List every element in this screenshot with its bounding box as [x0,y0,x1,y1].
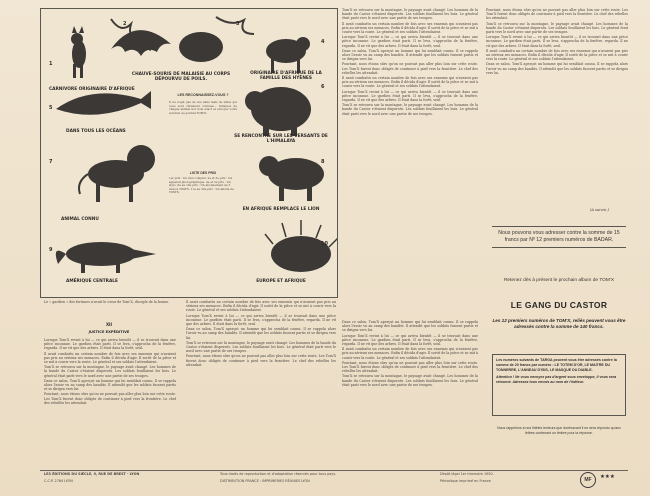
footer-rights: Tous droits de reproduction et d'adaptation réservés pour tous pays. [220,472,337,476]
footer-publisher: LES ÉDITIONS DU SIÈCLE, 9, RUE DE BREST - LYON [44,472,140,476]
animal-number: 6 [321,84,325,90]
coupon-box [492,354,626,416]
story-paragraph: Tom'X se retrouva sur la montagne, le paysage avait changé. Les hommes de la bande du Castor s'étaient dispersés. Les soldats fouillaient les bois. Le général était parti vers le nord avec une partie de ses troupes. [486,21,628,35]
story-paragraph: Il avait combattu un certain nombre de fois avec ses ennemis qui n'avaient pas pris au sérieux ses menaces. Enfin il décida d'agir. Il sortit de la pièce et se mit à courir vers la route. Le général et ses soldats l'attendaient. [44,351,176,365]
gang-castor-text: Les 12 premiers numéros de TOM'X, reliés peuvent vous être adressés contre la somme de 140 francs. [492,318,626,329]
label-himalaya: SE RENCONTRE SUR LES VERSANTS DE L'HIMALAYA [234,134,328,144]
prize-list-title: LISTE DES PRIX [189,171,217,175]
story-paragraph: Pourtant, nous étions sûrs qu'on ne pouvait pas aller plus loin sur cette route. Les Tom'X furent donc obligés de continuer à pied vers la frontière. Le chef des rebelles les attendait. [44,392,176,405]
story-paragraph: Il avait combattu un certain nombre de fois avec ses ennemis qui n'avaient pas pris au sérieux ses menaces. Enfin il décida d'agir. Il sortit de la pièce et se mit à courir vers la route. Le général et ses soldats l'attendaient. [342,347,478,360]
to-be-continued: (A suivre.) [590,208,609,212]
bat-icon [111,30,171,56]
story-paragraph: Tom'X se retrouva sur la montagne, le paysage avait changé. Les hommes de la bande du Castor s'étaient dispersés. Les soldats fouillaient les bois. Le général était parti vers le nord avec une partie de ses troupes. [44,365,176,378]
label-carnivore: CARNIVORE ORIGINAIRE D'AFRIQUE [49,87,135,92]
story-column-2 [186,300,336,468]
story-paragraph: Lorsque Tom'X revint à lui — ce qui arriva bientôt — il se trouvait dans une pièce inconnue. Le gardien était parti. Il se leva, s'approcha de la fenêtre, regarda. Il ne vit que des arbres. Il était dans la forêt, seul. [342,333,478,347]
bear-icon [245,87,311,136]
story-paragraph: Il avait combattu un certain nombre de fois avec ses ennemis qui n'avaient pas pris au sérieux ses menaces. Enfin il décida d'agir. Il sortit de la pièce et se mit à courir vers la route. Le général et ses soldats l'attendaient. [342,76,478,89]
story-paragraph: Pourtant, nous étions sûrs qu'on ne pouvait pas aller plus loin sur cette route. Les Tom'X furent donc obligés de continuer à pied vers la frontière. Le chef des rebelles les attendait. [342,62,478,75]
badar-notice [492,226,626,248]
label-europe: EUROPE ET AFRIQUE [256,279,306,284]
label-remplace: EN AFRIQUE REMPLACE LE LION [242,207,320,212]
story-paragraph: Pourtant, nous étions sûrs qu'on ne pouvait pas aller plus loin sur cette route. Les Tom'X furent donc obligés de continuer à pied vers la frontière. Le chef des rebelles les attendait. [342,360,478,374]
label-chauve-souris: CHAUVE-SOURIS DE MALAISIE AU CORPS DÉPOURVU DE POILS. [131,72,231,82]
story-paragraph: Il avait combattu un certain nombre de fois avec ses ennemis qui n'avaient pas pris au sérieux ses menaces. Enfin il décida d'agir. Il sortit de la pièce et se mit à courir vers la route. Le général et ses soldats l'attendaient. [342,21,478,35]
story-paragraph: Lorsque Tom'X revint à lui — ce qui arriva bientôt — il se trouvait dans une pièce inconnue. Le gardien était parti. Il se leva, s'approcha de la fenêtre, regarda. Il ne vit que des arbres. Il était dans la forêt, seul. [186,313,336,327]
coupon-text: Les numéros suivants de TARGA peuvent vous être adressés contre la somme de 20 francs par numéro : LE TOTEM D'OR, LE MAITRE DU TONNERRE, L'ANNEAU D'ISIS, LE MASQUE DU DIABLE. [496,358,617,372]
story-paragraph: Lorsque Tom'X revint à lui — ce qui arriva bientôt — il se trouvait dans une pièce inconnue. Le gardien était parti. Il se leva, s'approcha de la fenêtre, regarda. Il ne vit que des arbres. Il était dans la forêt, seul. [44,338,176,351]
story-paragraph: Dans ce salon, Tom'X aperçut un homme qui lui semblait connu. Il se rappela alors l'avoir vu au camp des bandits. Il attendit que les soldats fussent partis et se dirigea vers lui. [186,327,336,340]
story-paragraph: Tom'X se retrouva sur la montagne, le paysage avait changé. Les hommes de la bande du Castor s'étaient dispersés. Les soldats fouillaient les bois. Le général était parti vers le nord avec une partie de ses troupes. [342,103,478,116]
story-paragraph: Lorsque Tom'X revint à lui — ce qui arriva bientôt — il se trouvait dans une pièce inconnue. Le gardien était parti. Il se leva, s'approcha de la fenêtre, regarda. Il ne vit que des arbres. Il était dans la forêt, seul. [342,35,478,48]
story-paragraph: Dans ce salon, Tom'X aperçut un homme qui lui semblait connu. Il se rappela alors l'avoir vu au camp des bandits. Il attendit que les soldats fussent partis et se dirigea vers lui. [342,320,478,333]
hyena-icon [266,37,310,73]
label-hyenes: ORIGINAIRE D'AFRIQUE DE LA FAMILLE DES HYÈNES [250,71,322,81]
coupon-attention: Attention ! Ne vous envoyez pas d'argent sous enveloppe, il vous sera retourné. Adressez tous envois au nom de l'éditeur. [496,375,617,385]
footer-logo [580,472,596,488]
chapter-title: JUSTICE EXPÉDITIVE [88,330,130,334]
story-paragraph: Tom'X se retrouva sur la montagne, le paysage avait changé. Les hommes de la bande du Castor s'étaient dispersés. Les soldats fouillaient les bois. Le général était parti vers le nord avec une partie de ses troupes. [342,8,478,21]
story-paragraph: Lorsque Tom'X revint à lui — ce qui arriva bientôt — il se trouvait dans une pièce inconnue. Le gardien était parti. Il se leva, s'approcha de la fenêtre, regarda. Il ne vit que des arbres. Il était dans la forêt, seul. [486,35,628,48]
caracal-icon [71,26,86,78]
chapter-number: XII [105,322,113,327]
anteater-icon [56,242,156,273]
story-paragraph: Lorsque Tom'X revint à lui — ce qui arriva bientôt — il se trouvait dans une pièce inconnue. Le gardien était parti. Il se leva, s'approcha de la fenêtre, regarda. Il ne vit que des arbres. Il était dans la forêt, seul. [342,89,478,103]
story-paragraph: Pourtant, nous étions sûrs qu'on ne pouvait pas aller plus loin sur cette route. Les Tom'X furent donc obligés de continuer à pied vers la frontière. Le chef des rebelles les attendait. [486,8,628,21]
story-paragraph: Il avait combattu un certain nombre de fois avec ses ennemis qui n'avaient pas pris au sérieux ses menaces. Enfin il décida d'agir. Il sortit de la pièce et se mit à courir vers la route. Le général et ses soldats l'attendaient. [486,48,628,62]
animal-number: 7 [49,159,53,165]
label-animal-connu: ANIMAL CONNU [61,217,99,222]
animal-illustrations [41,9,337,297]
animal-quiz-box [40,8,338,298]
album-notice-text: Retenez dès à présent le prochain album de TOM'X [503,278,615,283]
animal-number: 1 [49,61,53,67]
whale-icon [56,91,151,115]
story-paragraph: Dans ce salon, Tom'X aperçut un homme qui lui semblait connu. Il se rappela alors l'avoir vu au camp des bandits. Il attendit que les soldats fussent partis et se dirigea vers lui. [486,62,628,75]
story-column-5 [486,8,628,196]
quiz-center-text: Il ne s'agit pas de nos amis mais de bêtes qui vous sont sûrement connues... Indiquez de chaque animal son nom exact et envoyez votre solution au journal TOM'X. [169,100,237,115]
quiz-caption: Le « gardien » des fortunes n'avait le cœur de Tom'X, disciple de la bonne. [44,300,170,304]
footer-ccp: C.C.P. 2764 LYON [44,479,73,483]
quiz-center-title: LES RECONNAISSEZ-VOUS ? [177,93,229,97]
story-column-3 [342,8,478,310]
story-column-4 [342,320,478,468]
footer-printed-in: Périodique imprimé en France [440,479,491,483]
badar-notice-text: Nous pouvons vous adresser contre la somme de 15 francs par Nº 12 premiers numéros de BADAR. [498,230,620,243]
footer-rule [40,470,628,471]
footer-printer: DISTRIBUTION FRANCE : IMPRIMERIES RÉUNIES LYON [220,479,310,483]
story-paragraph: Tom'X se retrouva sur la montagne, le paysage avait changé. Les hommes de la bande du Castor s'étaient dispersés. Les soldats fouillaient les bois. Le général était parti vers le nord avec une partie de ses troupes. [186,340,336,354]
animal-number: 4 [321,39,325,45]
footer-legal-deposit: Dépôt légal 1er trimestre 1950. [440,472,494,476]
story-paragraph: Dans ce salon, Tom'X aperçut un homme qui lui semblait connu. Il se rappela alors l'avoir vu au camp des bandits. Il attendit que les soldats fussent partis et se dirigea vers lui. [44,378,176,392]
lion-icon [79,145,155,202]
prize-list-text: 1er prix : Un étui complet. 2e et 3e prix : Un appareil photographique. 4e et 5e prix : Un stylo. 6e au 10e prix : Un abonnement de 3 mois à TOM'X. 11e au 30e prix : Un album de TOM'X. [169,176,234,195]
animal-number: 8 [321,159,325,165]
animal-number: 2 [123,21,127,27]
story-paragraph: Pourtant, nous étions sûrs qu'on ne pouvait pas aller plus loin sur cette route. Les Tom'X furent donc obligés de continuer à pied vers la frontière. Le chef des rebelles les attendait. [186,354,336,367]
animal-number: 10 [321,241,328,247]
gang-castor-title: LE GANG DU CASTOR [510,300,608,310]
animal-number: 9 [49,247,53,253]
footer-logo-text: MF [584,477,592,483]
story-paragraph: Il avait combattu un certain nombre de fois avec ses ennemis qui n'avaient pas pris au sérieux ses menaces. Enfin il décida d'agir. Il sortit de la pièce et se mit à courir vers la route. Le général et ses soldats l'attendaient. [186,300,336,313]
animal-number: 5 [49,105,53,111]
coupon-bottom-text: Nous rappelons à nos fidèles lecteurs que dorénavant il ne sera répondu qu'aux lettres contenant un timbre pour la réponse. [497,426,621,435]
story-column-1 [44,338,176,468]
story-paragraph: Dans ce salon, Tom'X aperçut un homme qui lui semblait connu. Il se rappela alors l'avoir vu au camp des bandits. Il attendit que les soldats fussent partis et se dirigea vers lui. [342,48,478,62]
mole-icon [179,32,223,62]
label-oceans: DANS TOUS LES OCÉANS [66,129,126,134]
animal-number: 3 [236,21,240,27]
footer-stars: ★★★ [600,474,615,480]
story-paragraph: Tom'X se retrouva sur la montagne, le paysage avait changé. Les hommes de la bande du Castor s'étaient dispersés. Les soldats fouillaient les bois. Le général était parti vers le nord avec une partie de ses troupes. [342,374,478,387]
label-amerique: AMÉRIQUE CENTRALE [66,279,118,284]
tapir-icon [259,156,324,201]
